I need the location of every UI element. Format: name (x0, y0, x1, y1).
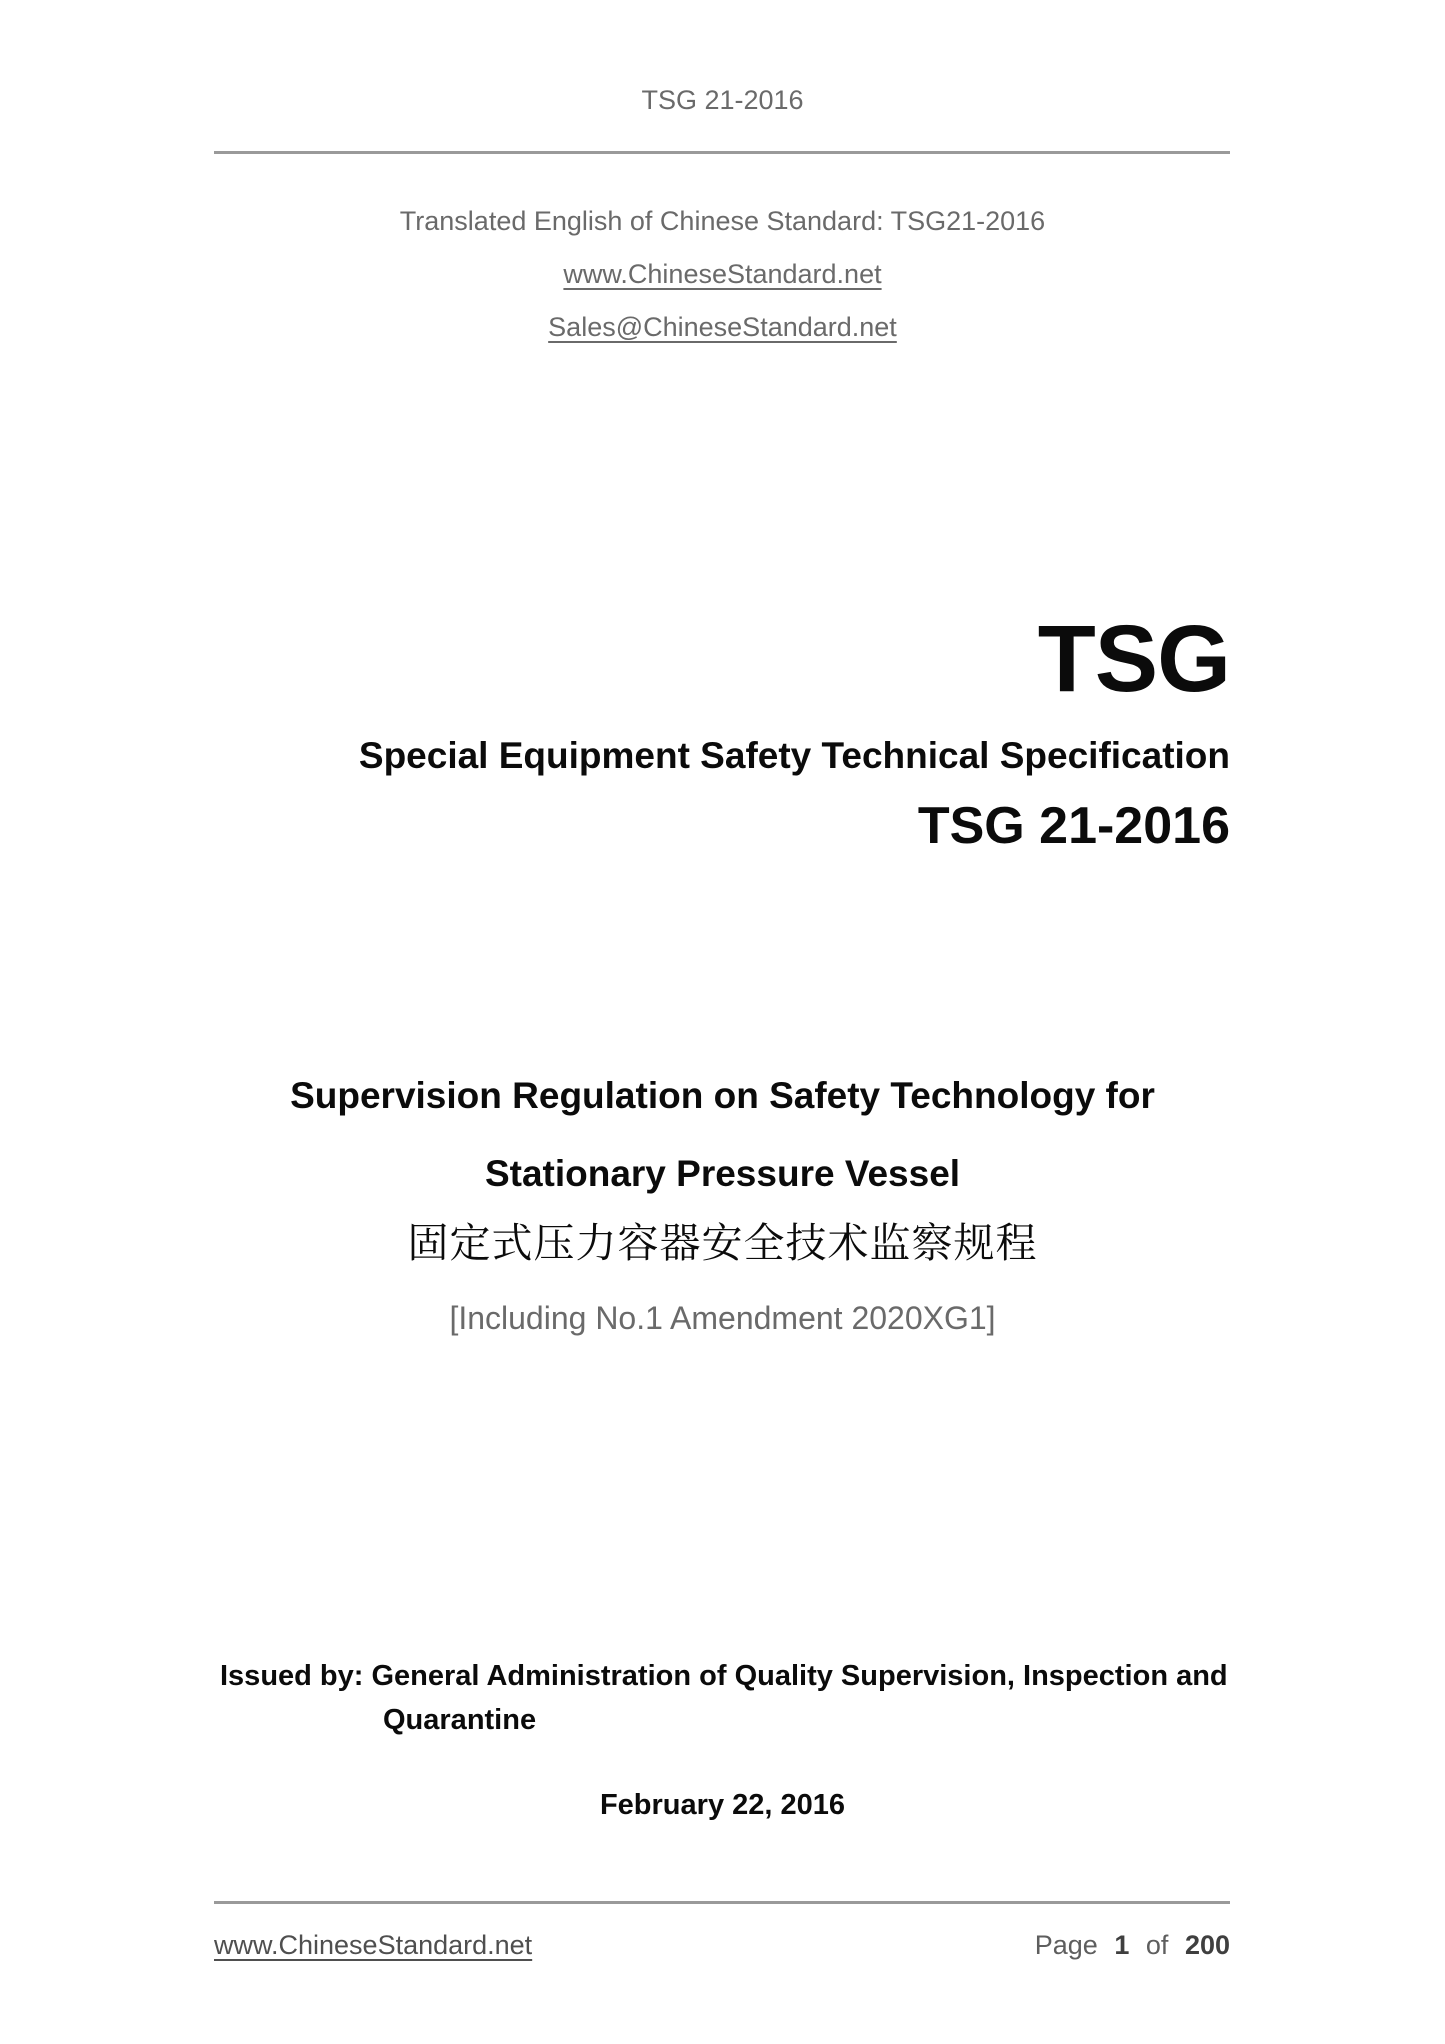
page-number: 1 (1114, 1930, 1130, 1960)
title-line-1: Supervision Regulation on Safety Technology for (290, 1075, 1155, 1116)
spec-type-line: Special Equipment Safety Technical Specification (358, 735, 1230, 776)
footer-website-link[interactable]: www.ChineseStandard.net (214, 1930, 533, 1960)
title-line-2: Stationary Pressure Vessel (484, 1153, 961, 1194)
footer (214, 1930, 1230, 1961)
issued-by-block (220, 1654, 1320, 1742)
email-link-row (0, 311, 1445, 343)
translated-line: Translated English of Chinese Standard: TSG21-2016 (399, 206, 1046, 236)
page-total: 200 (1184, 1930, 1230, 1960)
website-link[interactable]: www.ChineseStandard.net (563, 259, 882, 289)
issued-by-line: Issued by: General Administration of Quality Supervision, Inspection and (220, 1660, 1228, 1692)
tsg-logo-text: TSG (1037, 606, 1230, 712)
page-indicator (1035, 1930, 1230, 1961)
standard-number: TSG 21-2016 (917, 797, 1230, 855)
header-rule (214, 151, 1230, 154)
issue-date: February 22, 2016 (599, 1789, 846, 1821)
page-label: Page (1034, 1930, 1098, 1960)
header-document-code: TSG 21-2016 (641, 85, 804, 115)
email-link[interactable]: Sales@ChineseStandard.net (548, 312, 897, 342)
of-label: of (1145, 1930, 1169, 1960)
website-link-row (0, 258, 1445, 290)
amendment-note: [Including No.1 Amendment 2020XG1] (449, 1300, 996, 1336)
title-chinese: 固定式压力容器安全技术监察规程 (407, 1220, 1038, 1266)
footer-rule (214, 1901, 1230, 1904)
issuer-continuation: Quarantine (383, 1704, 537, 1736)
